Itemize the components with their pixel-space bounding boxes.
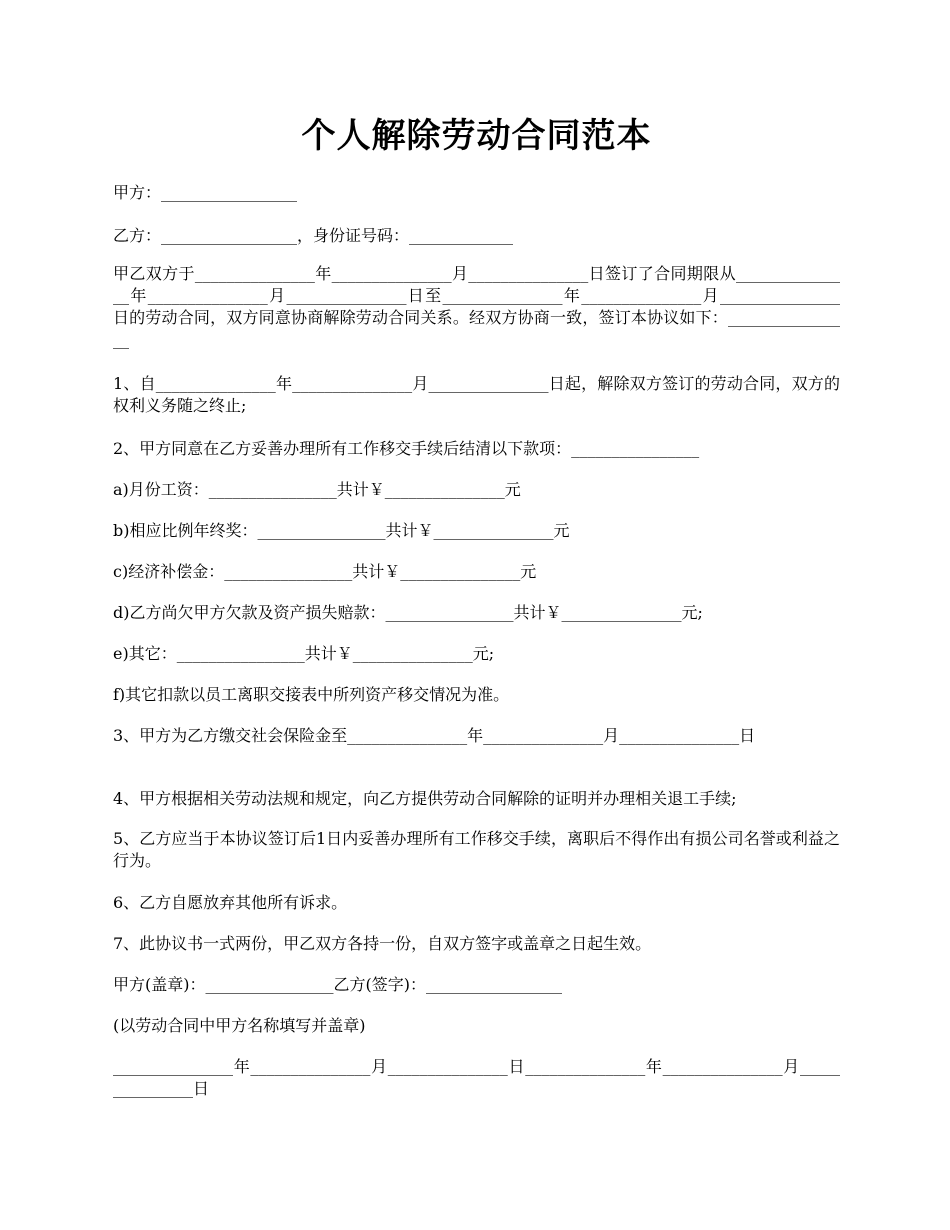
clause-2f: f)其它扣款以员工离职交接表中所列资产移交情况为准。	[113, 685, 510, 704]
clause-3: 3、甲方为乙方缴交社会保险金至_______________年_______________月_______________日	[113, 726, 756, 745]
clause-2a: a)月份工资：________________共计￥_______________元	[113, 480, 521, 499]
clause-2d: d)乙方尚欠甲方欠款及资产损失赔款：________________共计￥_______________元;	[113, 603, 703, 622]
party-b-line: 乙方：_________________，身份证号码：_____________	[113, 226, 514, 245]
clause-7: 7、此协议书一式两份，甲乙双方各持一份，自双方签字或盖章之日起生效。	[113, 934, 652, 953]
clause-2e: e)其它：________________共计￥_______________元;	[113, 644, 495, 663]
clause-5: 5、乙方应当于本协议签订后1日内妥善办理所有工作移交手续，离职后不得作出有损公司名誉或利益之行为。	[113, 829, 840, 870]
signature-line: 甲方(盖章)：________________乙方(签字)：_________________	[113, 975, 562, 994]
seal-note: (以劳动合同中甲方名称填写并盖章)	[113, 1016, 366, 1035]
date-line: _______________年_______________月_______________日_______________年_______________月_______________日	[113, 1057, 840, 1098]
party-a-line: 甲方：_________________	[113, 183, 298, 202]
clause-6: 6、乙方自愿放弃其他所有诉求。	[113, 893, 348, 912]
clause-2c: c)经济补偿金：________________共计￥_______________元	[113, 562, 537, 581]
document-title: 个人解除劳动合同范本	[301, 116, 652, 156]
contract-intro-paragraph: 甲乙双方于_______________年_______________月_______________日签订了合同期限从_______________年_______________月_______________日至_______________年_______________月_______________日的劳动合同，双方同意协商解除劳动合同关系。经双方协商一致，签订本协议如下：________________	[113, 264, 840, 349]
clause-2: 2、甲方同意在乙方妥善办理所有工作移交手续后结清以下款项：________________	[113, 439, 700, 458]
clause-4: 4、甲方根据相关劳动法规和规定，向乙方提供劳动合同解除的证明并办理相关退工手续;	[113, 789, 737, 808]
clause-2b: b)相应比例年终奖：________________共计￥_______________元	[113, 521, 570, 540]
clause-1: 1、自_______________年_______________月_______________日起，解除双方签订的劳动合同，双方的权利义务随之终止;	[113, 374, 840, 415]
